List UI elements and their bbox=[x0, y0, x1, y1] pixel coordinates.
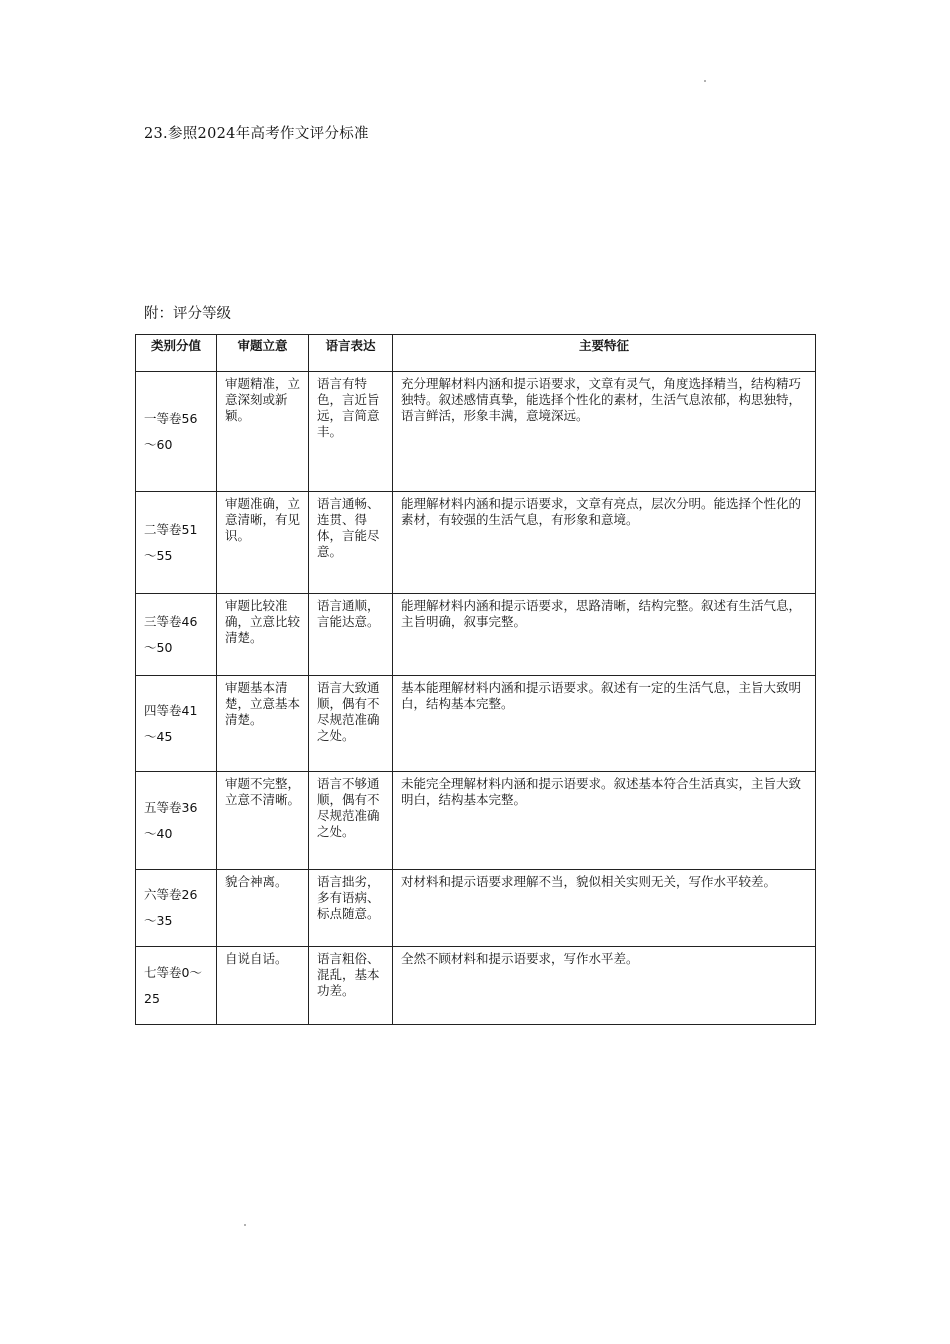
row-features: 能理解材料内涵和提示语要求，思路清晰，结构完整。叙述有生活气息，主旨明确，叙事完整。 bbox=[393, 594, 816, 676]
row-category: 一等卷56～60 bbox=[136, 372, 217, 492]
row-features: 全然不顾材料和提示语要求，写作水平差。 bbox=[393, 947, 816, 1025]
row-topic: 貌合神离。 bbox=[217, 870, 309, 947]
appendix-label: 附：评分等级 bbox=[144, 306, 231, 322]
header-category: 类别分值 bbox=[136, 335, 217, 372]
row-topic: 自说自话。 bbox=[217, 947, 309, 1025]
table-row bbox=[136, 870, 816, 947]
table-row bbox=[136, 772, 816, 870]
row-topic: 审题比较准确，立意比较清楚。 bbox=[217, 594, 309, 676]
grading-table bbox=[135, 334, 816, 1025]
row-language: 语言大致通顺，偶有不尽规范准确之处。 bbox=[309, 676, 393, 772]
row-topic: 审题精准，立意深刻或新颖。 bbox=[217, 372, 309, 492]
header-topic: 审题立意 bbox=[217, 335, 309, 372]
header-language: 语言表达 bbox=[309, 335, 393, 372]
row-features: 对材料和提示语要求理解不当，貌似相关实则无关，写作水平较差。 bbox=[393, 870, 816, 947]
row-features: 基本能理解材料内涵和提示语要求。叙述有一定的生活气息，主旨大致明白，结构基本完整。 bbox=[393, 676, 816, 772]
question-heading: 23.参照2024年高考作文评分标准 bbox=[144, 126, 369, 142]
row-features: 能理解材料内涵和提示语要求，文章有亮点，层次分明。能选择个性化的素材，有较强的生活气息，有形象和意境。 bbox=[393, 492, 816, 594]
table-row bbox=[136, 372, 816, 492]
row-language: 语言不够通顺，偶有不尽规范准确之处。 bbox=[309, 772, 393, 870]
row-language: 语言通顺，言能达意。 bbox=[309, 594, 393, 676]
row-language: 语言通畅、连贯、得体，言能尽意。 bbox=[309, 492, 393, 594]
table-header-row bbox=[136, 335, 816, 372]
row-category: 四等卷41～45 bbox=[136, 676, 217, 772]
table-row bbox=[136, 676, 816, 772]
row-category: 二等卷51～55 bbox=[136, 492, 217, 594]
row-category: 七等卷0～25 bbox=[136, 947, 217, 1025]
row-topic: 审题基本清楚，立意基本清楚。 bbox=[217, 676, 309, 772]
row-category: 五等卷36～40 bbox=[136, 772, 217, 870]
table-row bbox=[136, 492, 816, 594]
bottom-dot bbox=[244, 1224, 246, 1226]
row-language: 语言有特色，言近旨远，言简意丰。 bbox=[309, 372, 393, 492]
row-features: 充分理解材料内涵和提示语要求，文章有灵气，角度选择精当，结构精巧独特。叙述感情真挚，能选择个性化的素材，生活气息浓郁，构思独特，语言鲜活，形象丰满，意境深远。 bbox=[393, 372, 816, 492]
table-row bbox=[136, 947, 816, 1025]
row-language: 语言粗俗、混乱，基本功差。 bbox=[309, 947, 393, 1025]
row-topic: 审题准确，立意清晰，有见识。 bbox=[217, 492, 309, 594]
row-language: 语言拙劣，多有语病、标点随意。 bbox=[309, 870, 393, 947]
row-category: 三等卷46～50 bbox=[136, 594, 217, 676]
row-features: 未能完全理解材料内涵和提示语要求。叙述基本符合生活真实，主旨大致明白，结构基本完整。 bbox=[393, 772, 816, 870]
top-right-dot bbox=[704, 80, 706, 82]
row-category: 六等卷26～35 bbox=[136, 870, 217, 947]
row-topic: 审题不完整，立意不清晰。 bbox=[217, 772, 309, 870]
header-features: 主要特征 bbox=[393, 335, 816, 372]
table-row bbox=[136, 594, 816, 676]
